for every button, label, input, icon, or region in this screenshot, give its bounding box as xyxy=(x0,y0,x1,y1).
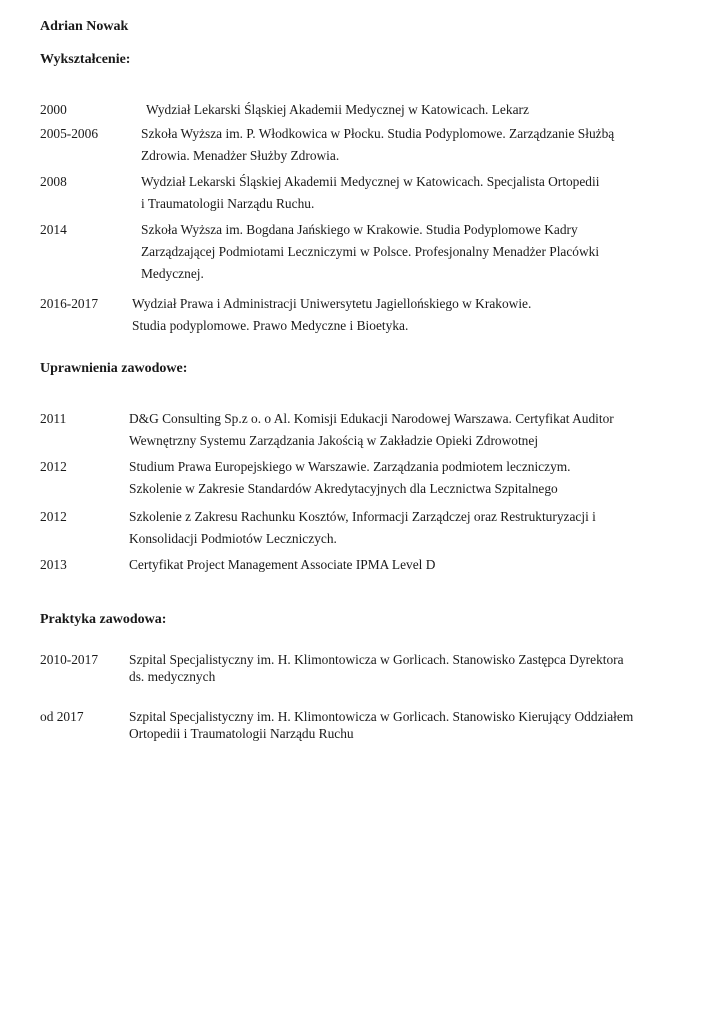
entry-description xyxy=(129,456,689,500)
entry-description xyxy=(132,293,692,337)
description-line: Szkoła Wyższa im. Bogdana Jańskiego w Krakowie. Studia Podyplomowe Kadry xyxy=(141,222,578,237)
entry-description xyxy=(146,99,706,121)
entry-year: 2013 xyxy=(40,557,67,572)
entry-description xyxy=(129,506,689,550)
description-line: Studium Prawa Europejskiego w Warszawie. Zarządzania podmiotem leczniczym. xyxy=(129,459,571,474)
entry-year: 2014 xyxy=(40,222,67,237)
entry-description xyxy=(129,408,689,452)
entry-year: 2016-2017 xyxy=(40,296,99,311)
entry-year: 2011 xyxy=(40,411,67,426)
description-line: Wydział Prawa i Administracji Uniwersytetu Jagiellońskiego w Krakowie. xyxy=(132,296,532,311)
entry-year: 2012 xyxy=(40,509,67,524)
description-line: Zarządzającej Podmiotami Leczniczymi w Polsce. Profesjonalny Menadżer Placówki xyxy=(141,244,600,259)
entry-description xyxy=(129,554,689,576)
entry-year: od 2017 xyxy=(40,709,84,724)
description-line: Konsolidacji Podmiotów Leczniczych. xyxy=(129,531,337,546)
entry-year: 2000 xyxy=(40,102,67,117)
entry-description xyxy=(141,219,701,285)
entry-year: 2005-2006 xyxy=(40,126,99,141)
description-line: Zdrowia. Menadżer Służby Zdrowia. xyxy=(141,148,340,163)
description-line: Szpital Specjalistyczny im. H. Klimontowicza w Gorlicach. Stanowisko Kierujący Oddziałem xyxy=(129,709,634,724)
description-line: Szkoła Wyższa im. P. Włodkowica w Płocku. Studia Podyplomowe. Zarządzanie Służbą xyxy=(141,126,615,141)
qualifications-heading: Uprawnienia zawodowe: xyxy=(40,361,188,376)
entry-year: 2012 xyxy=(40,459,67,474)
description-line: Wydział Lekarski Śląskiej Akademii Medycznej w Katowicach. Lekarz xyxy=(146,102,529,117)
entry-description xyxy=(141,123,701,167)
description-line: Wewnętrzny Systemu Zarządzania Jakością w Zakładzie Opieki Zdrowotnej xyxy=(129,433,539,448)
entry-description xyxy=(141,171,701,215)
description-line: i Traumatologii Narządu Ruchu. xyxy=(141,196,315,211)
description-line: Szpital Specjalistyczny im. H. Klimontowicza w Gorlicach. Stanowisko Zastępca Dyrektora xyxy=(129,652,624,667)
description-line: Wydział Lekarski Śląskiej Akademii Medycznej w Katowicach. Specjalista Ortopedii xyxy=(141,174,600,189)
entry-year: 2010-2017 xyxy=(40,652,99,667)
description-line: D&G Consulting Sp.z o. o Al. Komisji Edukacji Narodowej Warszawa. Certyfikat Auditor xyxy=(129,411,614,426)
description-line: Medycznej. xyxy=(141,266,204,281)
description-line: Szkolenie z Zakresu Rachunku Kosztów, Informacji Zarządczej oraz Restrukturyzacji i xyxy=(129,509,596,524)
person-name: Adrian Nowak xyxy=(40,19,129,34)
experience-heading: Praktyka zawodowa: xyxy=(40,612,167,627)
description-line: Studia podyplomowe. Prawo Medyczne i Bioetyka. xyxy=(132,318,409,333)
entry-year: 2008 xyxy=(40,174,67,189)
description-line: Ortopedii i Traumatologii Narządu Ruchu xyxy=(129,726,354,741)
entry-description xyxy=(129,651,689,685)
description-line: ds. medycznych xyxy=(129,669,216,684)
education-heading: Wykształcenie: xyxy=(40,52,131,67)
entry-description xyxy=(129,708,689,742)
description-line: Szkolenie w Zakresie Standardów Akredytacyjnych dla Lecznictwa Szpitalnego xyxy=(129,481,558,496)
description-line: Certyfikat Project Management Associate IPMA Level D xyxy=(129,557,436,572)
